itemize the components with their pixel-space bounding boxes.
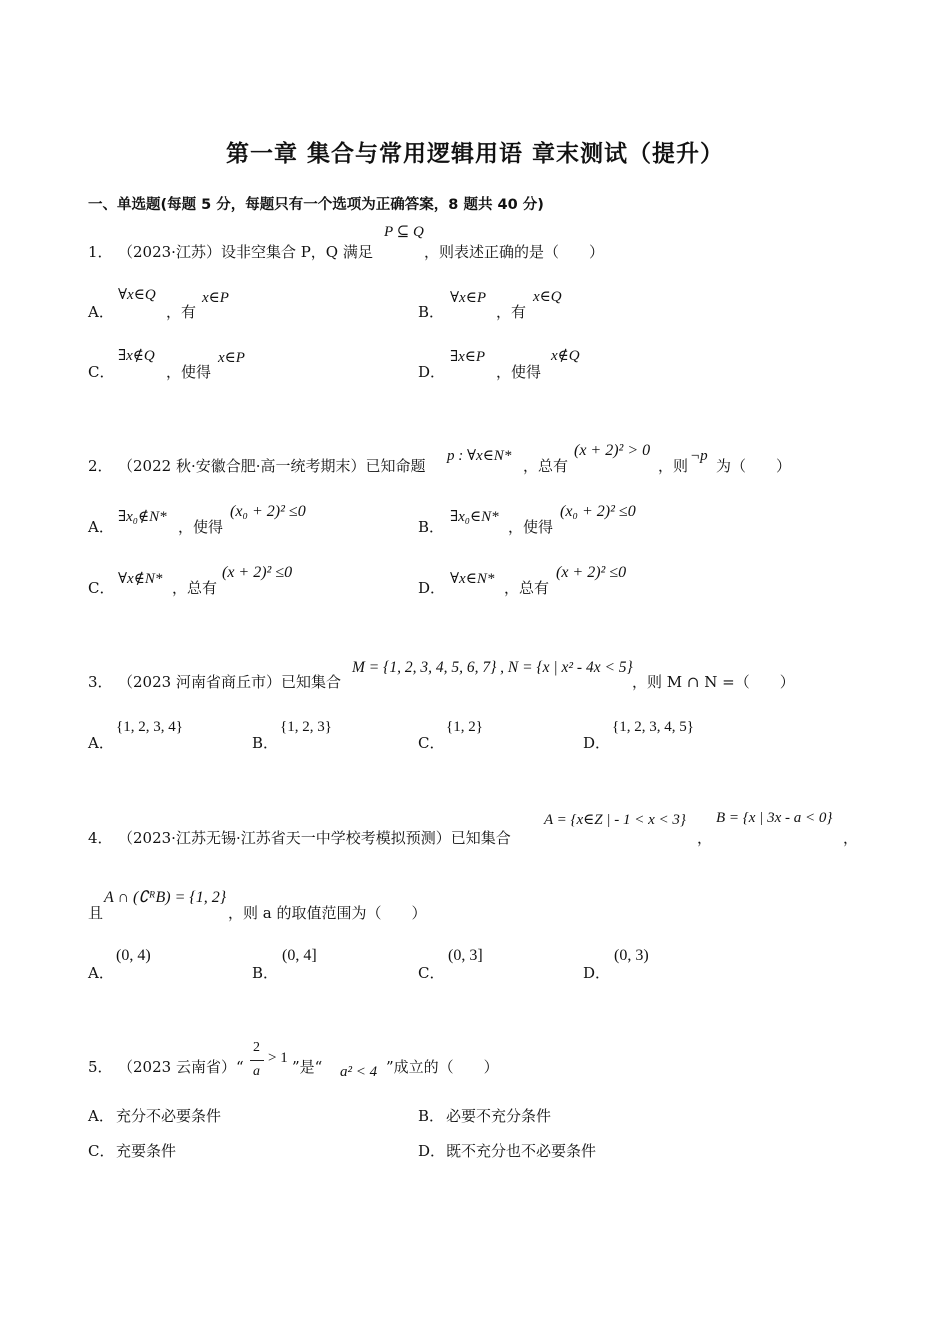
option-label: C． bbox=[418, 734, 445, 752]
option-math: x∈P bbox=[202, 290, 229, 306]
option-label: A． bbox=[88, 303, 114, 321]
option-label: A． bbox=[88, 734, 114, 752]
question-2-stem-math: p : ∀x∈N* bbox=[447, 448, 512, 464]
question-1-stem-tail: ，则表述正确的是（ ） bbox=[424, 243, 605, 261]
option-math: (0, 3) bbox=[614, 947, 649, 964]
question-4-line2-text: 且 bbox=[88, 904, 104, 922]
question-1-stem: （2023·江苏）设非空集合 P，Q 满足 bbox=[118, 243, 373, 261]
option-text: 充要条件 bbox=[116, 1142, 177, 1160]
option-label: A． bbox=[88, 1107, 114, 1125]
question-3-stem: （2023 河南省商丘市）已知集合 bbox=[118, 673, 341, 691]
question-3-stem-math: M = {1, 2, 3, 4, 5, 6, 7} , N = {x | x² - 4x < 5} bbox=[352, 659, 633, 676]
option-math: ∃x∉Q bbox=[118, 348, 155, 364]
option-math: ∀x∈Q bbox=[118, 287, 156, 303]
option-math: {1, 2, 3, 4} bbox=[116, 719, 183, 735]
question-4-stem-math: A = {x∈Z | - 1 < x < 3} bbox=[544, 812, 686, 828]
option-math: ∃x∈P bbox=[450, 349, 486, 365]
option-math: x∉Q bbox=[551, 348, 580, 364]
question-2-stem-math: ¬p bbox=[690, 448, 708, 464]
option-label: B． bbox=[418, 1107, 445, 1125]
option-label: C． bbox=[88, 1142, 115, 1160]
question-5-stem: （2023 云南省）“ bbox=[118, 1058, 244, 1076]
option-label: D． bbox=[583, 964, 611, 982]
option-math: (0, 4] bbox=[282, 947, 317, 964]
option-text: ，使得 bbox=[178, 518, 224, 536]
question-1-stem-math: P ⊆ Q bbox=[384, 224, 424, 240]
option-label: B． bbox=[252, 964, 279, 982]
question-5-stem-math: > 1 bbox=[268, 1050, 288, 1066]
option-label: D． bbox=[418, 579, 446, 597]
question-2-stem: （2022 秋·安徽合肥·高一统考期末）已知命题 bbox=[118, 457, 426, 475]
option-text: ，有 bbox=[496, 303, 527, 321]
question-4-stem: （2023·江苏无锡·江苏省天一中学校考模拟预测）已知集合 bbox=[118, 829, 511, 847]
question-2-stem-text: ，则 bbox=[658, 457, 689, 475]
option-math: ∀x∉N* bbox=[118, 571, 163, 587]
question-2-stem-text: ，总有 bbox=[523, 457, 569, 475]
option-label: C． bbox=[418, 964, 445, 982]
option-math: {1, 2, 3, 4, 5} bbox=[612, 719, 694, 735]
question-4-stem-text: ， bbox=[697, 829, 713, 847]
option-math: ∃x₀∈N* bbox=[450, 509, 499, 525]
question-5-stem-tail: ”成立的（ ） bbox=[386, 1058, 499, 1076]
option-label: D． bbox=[418, 363, 446, 381]
option-label: D． bbox=[418, 1142, 446, 1160]
question-1-number: 1． bbox=[88, 243, 113, 261]
option-math: (x₀ + 2)² ≤0 bbox=[230, 503, 306, 520]
option-math: (0, 4) bbox=[116, 947, 151, 964]
option-text: ，总有 bbox=[172, 579, 218, 597]
option-label: D． bbox=[583, 734, 611, 752]
option-label: A． bbox=[88, 964, 114, 982]
option-math: (x + 2)² ≤0 bbox=[222, 564, 293, 581]
option-math: ∃x₀∉N* bbox=[118, 509, 167, 525]
section-heading: 一、单选题(每题 5 分，每题只有一个选项为正确答案，8 题共 40 分) bbox=[88, 197, 544, 213]
option-label: B． bbox=[418, 303, 445, 321]
option-label: B． bbox=[418, 518, 445, 536]
question-4-line2-tail: ，则 a 的取值范围为（ ） bbox=[228, 904, 427, 922]
option-text: ，总有 bbox=[504, 579, 550, 597]
option-math: x∈P bbox=[218, 350, 245, 366]
option-text: 充分不必要条件 bbox=[116, 1107, 222, 1125]
option-math: ∀x∈P bbox=[450, 290, 486, 306]
question-2-stem-math: (x + 2)² > 0 bbox=[574, 442, 651, 459]
option-text: 必要不充分条件 bbox=[446, 1107, 552, 1125]
option-label: C． bbox=[88, 579, 115, 597]
question-5-stem-text: ”是“ bbox=[292, 1058, 323, 1076]
option-text: ，有 bbox=[166, 303, 197, 321]
option-math: (x₀ + 2)² ≤0 bbox=[560, 503, 636, 520]
option-label: C． bbox=[88, 363, 115, 381]
option-math: {1, 2} bbox=[446, 719, 483, 735]
option-math: x∈Q bbox=[533, 289, 562, 305]
question-4-line2-math: A ∩ (∁ᴿB) = {1, 2} bbox=[104, 889, 227, 906]
question-2-number: 2． bbox=[88, 457, 113, 475]
question-5-fraction-bar bbox=[250, 1060, 264, 1061]
question-5-stem-math: a² < 4 bbox=[340, 1064, 378, 1080]
option-text: ，使得 bbox=[496, 363, 542, 381]
question-5-fraction-denominator: a bbox=[253, 1064, 260, 1079]
option-label: B． bbox=[252, 734, 279, 752]
page-title: 第一章 集合与常用逻辑用语 章末测试（提升） bbox=[225, 141, 724, 167]
option-math: (0, 3] bbox=[448, 947, 483, 964]
option-math: {1, 2, 3} bbox=[280, 719, 332, 735]
question-3-number: 3． bbox=[88, 673, 113, 691]
question-4-stem-math: B = {x | 3x - a < 0} bbox=[716, 810, 833, 826]
option-text: 既不充分也不必要条件 bbox=[446, 1142, 597, 1160]
option-math: (x + 2)² ≤0 bbox=[556, 564, 627, 581]
option-text: ，使得 bbox=[166, 363, 212, 381]
question-4-stem-text: ， bbox=[843, 829, 859, 847]
question-5-number: 5． bbox=[88, 1058, 113, 1076]
question-2-stem-tail: 为（ ） bbox=[716, 457, 792, 475]
option-math: ∀x∈N* bbox=[450, 571, 495, 587]
question-5-fraction-numerator: 2 bbox=[253, 1040, 260, 1055]
question-4-number: 4． bbox=[88, 829, 113, 847]
question-3-stem-tail: ，则 M ∩ N =（ ） bbox=[632, 673, 795, 691]
option-text: ，使得 bbox=[508, 518, 554, 536]
option-label: A． bbox=[88, 518, 114, 536]
